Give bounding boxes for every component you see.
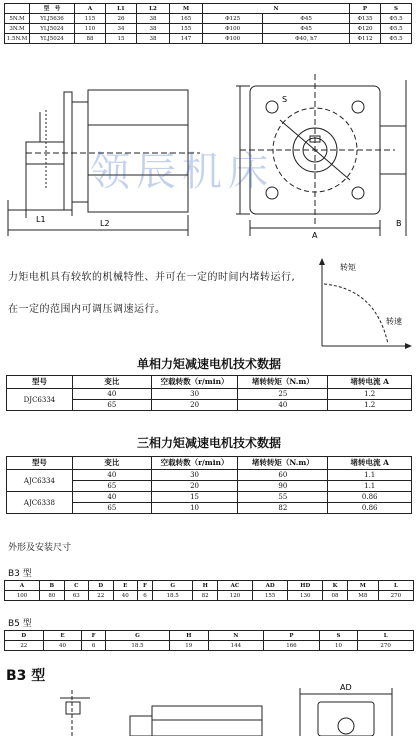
- table-cell: 40: [238, 400, 328, 411]
- single-phase-title: 单相力矩减速电机技术数据: [136, 357, 281, 371]
- table-cell: 5N.M: [5, 14, 30, 24]
- table-cell: YLJ5636: [30, 14, 75, 24]
- header-cell: D: [5, 631, 44, 641]
- model-cell: AJC6334: [7, 470, 73, 492]
- table-cell: Φ5.5: [381, 14, 412, 24]
- header-cell: N: [203, 4, 350, 14]
- b5-label: B5 型: [8, 619, 32, 629]
- table-cell: 155: [253, 591, 288, 601]
- table-cell: 30: [151, 470, 237, 481]
- table-cell: 40: [72, 470, 151, 481]
- table-cell: 22: [89, 591, 113, 601]
- table-cell: 120: [217, 591, 252, 601]
- header-cell: L: [378, 581, 413, 591]
- header-cell: C: [64, 581, 88, 591]
- header-cell: F: [137, 581, 152, 591]
- single-phase-table: [6, 375, 412, 411]
- table-cell: 82: [238, 503, 328, 514]
- table-cell: 20: [151, 481, 237, 492]
- header-cell: A: [75, 4, 106, 14]
- header-cell: P: [264, 631, 320, 641]
- torque-speed-graph: [316, 254, 416, 354]
- table-cell: 110: [75, 24, 106, 34]
- dim-ad-label: AD: [340, 683, 352, 692]
- header-cell: E: [113, 581, 137, 591]
- table-cell: 144: [208, 641, 264, 651]
- table-cell: Φ5.5: [381, 34, 412, 44]
- install-title: 外形及安装尺寸: [8, 543, 72, 553]
- table-cell: 19: [169, 641, 208, 651]
- table-cell: 82: [193, 591, 217, 601]
- table-cell: 130: [288, 591, 323, 601]
- header-cell: 堵转电流 A: [328, 376, 412, 389]
- table-row: [5, 34, 412, 44]
- b5-dimension-table: [4, 630, 414, 651]
- table-cell: Φ40, h7: [263, 34, 350, 44]
- header-cell: B: [40, 581, 64, 591]
- table-cell: 40: [72, 389, 151, 400]
- header-cell: 空载转数（r/min）: [151, 376, 237, 389]
- table-cell: 65: [72, 481, 151, 492]
- spec-table-header: [5, 4, 412, 14]
- header-cell: G: [105, 631, 169, 641]
- b3-dimension-table: [4, 580, 414, 601]
- table-cell: 40: [113, 591, 137, 601]
- table-cell: Φ125: [203, 14, 263, 24]
- table-cell: Φ45: [263, 14, 350, 24]
- motor-flange: [64, 92, 72, 210]
- table-cell: 270: [358, 641, 414, 651]
- table-cell: 3N.M: [5, 24, 30, 34]
- table-cell: 18.5: [105, 641, 169, 651]
- motor-neck: [72, 102, 88, 202]
- table-row: [5, 641, 414, 651]
- table-cell: M8: [347, 591, 378, 601]
- table-cell: 1.2: [328, 400, 412, 411]
- table-cell: 10: [151, 503, 237, 514]
- header-cell: P: [350, 4, 381, 14]
- three-phase-table: [6, 456, 412, 514]
- header-cell: 堵转转矩（N.m）: [238, 376, 328, 389]
- header-cell: 型 号: [30, 4, 75, 14]
- table-cell: 38: [137, 14, 170, 24]
- header-cell: L: [358, 631, 414, 641]
- header-cell: 变比: [72, 457, 151, 470]
- table-cell: Φ100: [203, 34, 263, 44]
- table-header: [7, 376, 412, 389]
- header-cell: 型号: [7, 376, 73, 389]
- description-line-1: 力矩电机具有较软的机械特性、并可在一定的时间内堵转运行,: [8, 272, 296, 283]
- graph-torque-label: 转矩: [340, 263, 356, 272]
- header-cell: HD: [288, 581, 323, 591]
- dim-l2-label: L2: [100, 219, 110, 228]
- spec-table: [4, 3, 412, 44]
- table-cell: 18.5: [152, 591, 193, 601]
- header-cell: M: [347, 581, 378, 591]
- table-cell: 40: [43, 641, 82, 651]
- dim-l1-label: L1: [36, 215, 46, 224]
- header-cell: 变比: [72, 376, 151, 389]
- table-cell: 26: [106, 14, 137, 24]
- table-cell: 88: [75, 34, 106, 44]
- table-cell: 90: [238, 481, 328, 492]
- table-cell: YLJ5024: [30, 34, 75, 44]
- header-cell: 堵转转矩（N.m）: [238, 457, 328, 470]
- dim-b-label: B: [396, 219, 402, 228]
- table-cell: Φ135: [350, 14, 381, 24]
- table-cell: 55: [238, 492, 328, 503]
- header-cell: 空载转数（r/min）: [151, 457, 237, 470]
- description-line-2: 在一定的范围内可调压调速运行。: [8, 304, 166, 315]
- table-row: [7, 470, 412, 481]
- table-cell: 100: [5, 591, 40, 601]
- dim-a-label: A: [312, 231, 318, 240]
- table-cell: 34: [106, 24, 137, 34]
- b3-label: B3 型: [8, 569, 32, 579]
- table-cell: 38: [137, 24, 170, 34]
- table-cell: Φ112: [350, 34, 381, 44]
- table-cell: 1.2: [328, 389, 412, 400]
- table-cell: 6: [137, 591, 152, 601]
- table-row: [5, 24, 412, 34]
- header-cell: L1: [106, 4, 137, 14]
- table-cell: Φ100: [203, 24, 263, 34]
- table-cell: 147: [170, 34, 203, 44]
- table-cell: 80: [40, 591, 64, 601]
- table-cell: 38: [137, 34, 170, 44]
- table-cell: 10: [319, 641, 358, 651]
- table-cell: 30: [151, 389, 237, 400]
- table-cell: Φ120: [350, 24, 381, 34]
- table-cell: 270: [378, 591, 413, 601]
- watermark: 领辰机床: [90, 149, 274, 195]
- header-cell: D: [89, 581, 113, 591]
- header-cell: M: [170, 4, 203, 14]
- table-cell: 165: [170, 14, 203, 24]
- table-row: [7, 492, 412, 503]
- table-cell: 1.1: [328, 481, 412, 492]
- header-cell: N: [208, 631, 264, 641]
- header-cell: [5, 4, 30, 14]
- header-cell: F: [82, 631, 106, 641]
- header-cell: H: [193, 581, 217, 591]
- header-cell: S: [319, 631, 358, 641]
- header-cell: 型号: [7, 457, 73, 470]
- header-cell: K: [323, 581, 347, 591]
- table-header: [5, 631, 414, 641]
- three-phase-title: 三相力矩减速电机技术数据: [136, 436, 281, 450]
- table-cell: 25: [238, 389, 328, 400]
- table-cell: 60: [238, 470, 328, 481]
- b3-drawing: [0, 680, 418, 736]
- model-cell: AJC6338: [7, 492, 73, 514]
- model-cell: DJC6334: [7, 389, 73, 411]
- table-cell: 1.1: [328, 470, 412, 481]
- header-cell: H: [169, 631, 208, 641]
- table-cell: 166: [264, 641, 320, 651]
- header-cell: G: [152, 581, 193, 591]
- table-row: [5, 14, 412, 24]
- table-cell: 20: [151, 400, 237, 411]
- table-cell: YLJ5024: [30, 24, 75, 34]
- table-cell: 65: [72, 400, 151, 411]
- table-cell: 1.5N.M: [5, 34, 30, 44]
- header-cell: AD: [253, 581, 288, 591]
- table-cell: 15: [151, 492, 237, 503]
- header-cell: 堵转电流 A: [328, 457, 412, 470]
- table-cell: 22: [5, 641, 44, 651]
- table-cell: Φ45: [263, 24, 350, 34]
- header-cell: S: [381, 4, 412, 14]
- header-cell: E: [43, 631, 82, 641]
- table-row: [7, 389, 412, 400]
- table-cell: 40: [72, 492, 151, 503]
- graph-speed-label: 转速: [386, 317, 402, 326]
- b3-section-title: B3 型: [6, 668, 46, 684]
- dim-s-label: S: [282, 95, 288, 104]
- table-cell: 155: [170, 24, 203, 34]
- torque-curve: [324, 284, 388, 344]
- table-cell: 0.86: [328, 492, 412, 503]
- header-cell: AC: [217, 581, 252, 591]
- table-row: [5, 591, 414, 601]
- table-cell: 08: [323, 591, 347, 601]
- table-header: [7, 457, 412, 470]
- table-cell: 15: [106, 34, 137, 44]
- table-cell: 115: [75, 14, 106, 24]
- table-cell: 65: [72, 503, 151, 514]
- table-header: [5, 581, 414, 591]
- table-cell: 0.86: [328, 503, 412, 514]
- table-cell: Φ5.5: [381, 24, 412, 34]
- table-cell: 63: [64, 591, 88, 601]
- table-cell: 6: [82, 641, 106, 651]
- header-cell: A: [5, 581, 40, 591]
- header-cell: L2: [137, 4, 170, 14]
